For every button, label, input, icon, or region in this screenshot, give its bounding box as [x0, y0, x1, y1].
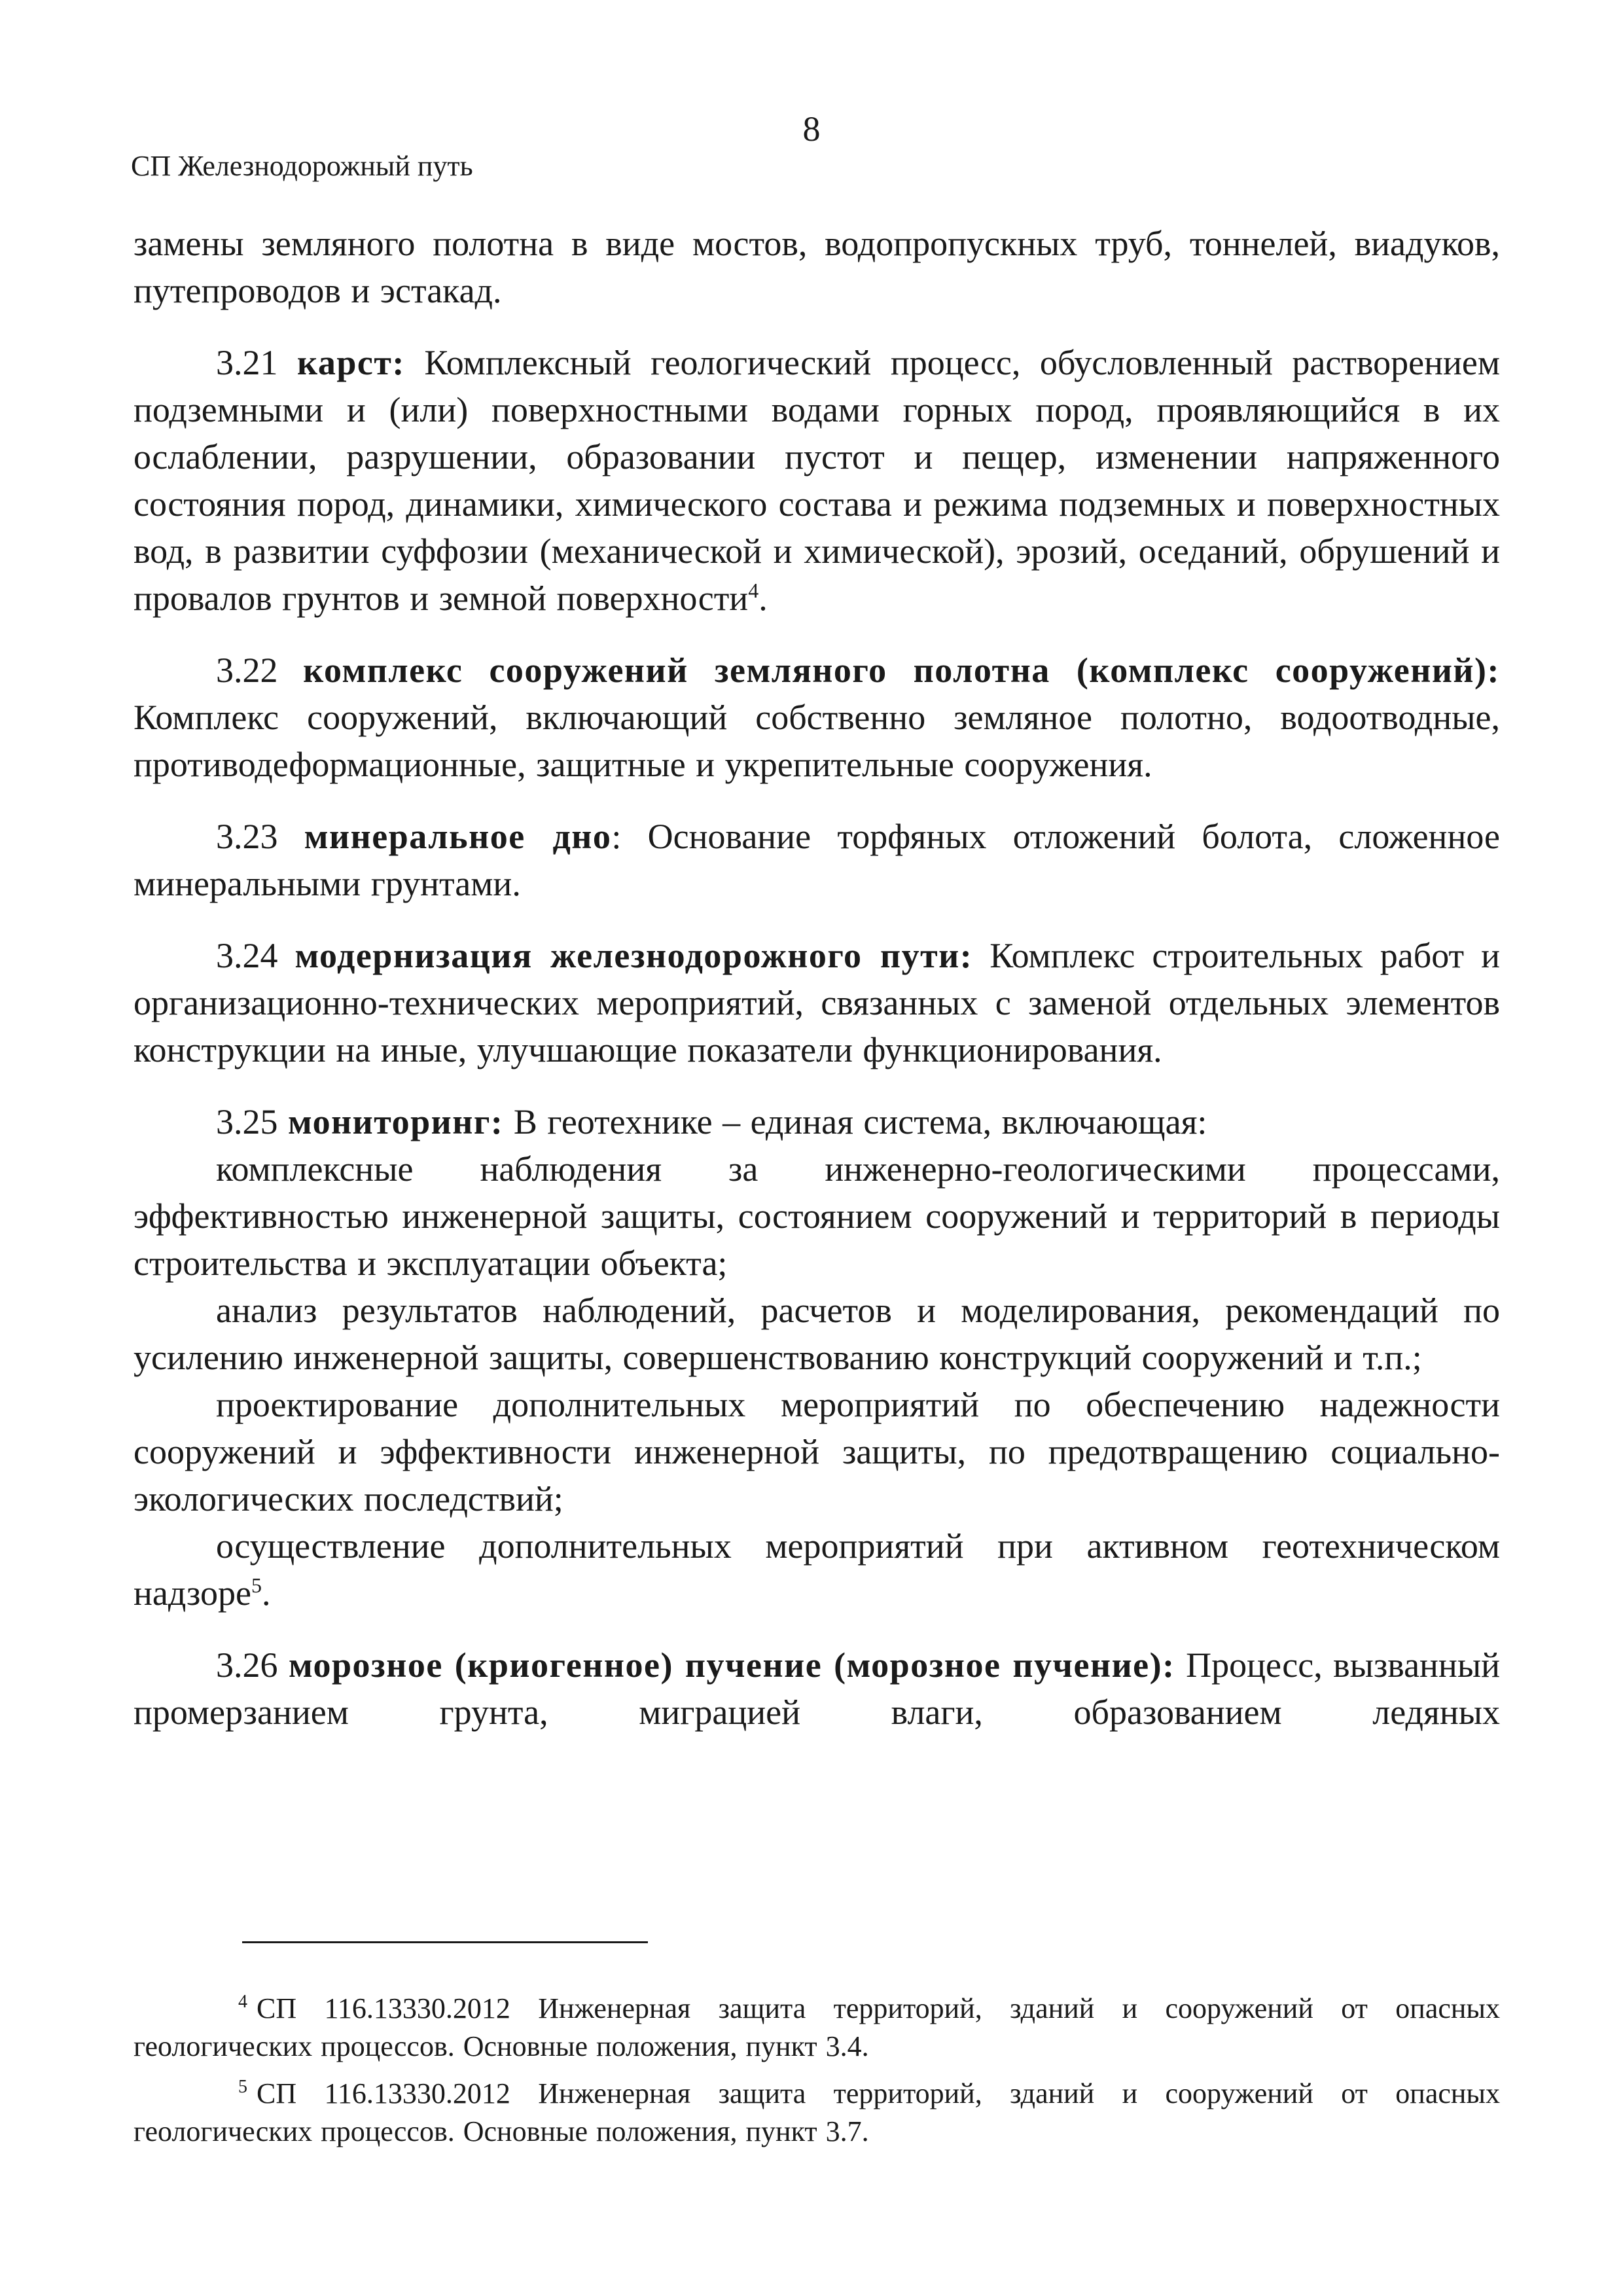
definition-3-23	[134, 813, 1500, 907]
clause-number: 3.22	[216, 651, 278, 690]
footnote-text: СП 116.13330.2012 Инженерная защита территорий, зданий и сооружений от опасных геологических процессов. Основные положения, пункт 3.4.	[134, 1992, 1500, 2062]
paragraph-continuation	[134, 220, 1500, 314]
definition-3-21	[134, 339, 1500, 622]
footnote	[134, 1990, 1500, 2066]
monitoring-item-text: проектирование дополнительных мероприятий по обеспечению надежности сооружений и эффективности инженерной защиты, по предотвращению социально-экологических последствий;	[134, 1385, 1500, 1518]
clause-number: 3.26	[216, 1645, 278, 1685]
footnote-mark: 4	[238, 1992, 247, 2013]
footnote-mark: 5	[238, 2077, 247, 2098]
running-header: СП Железнодорожный путь	[131, 150, 473, 182]
monitoring-item-tail: .	[261, 1573, 271, 1613]
monitoring-item-text: осуществление дополнительных мероприятий при активном геотехническом надзоре	[134, 1526, 1500, 1613]
definition-tail: .	[758, 579, 768, 618]
footnotes	[134, 1990, 1500, 2160]
definition-text: Комплекс сооружений, включающий собственно земляное полотно, водоотводные, противодеформационные, защитные и укрепительные сооружения.	[134, 698, 1500, 784]
monitoring-item	[134, 1145, 1500, 1287]
definition-text: Комплексный геологический процесс, обусловленный растворением подземными и (или) поверхностными водами горных пород, проявляющийся в их ослаблении, разрушении, образовании пустот и пещер, изменении напряженного состояния пород, динамики, химического состава и режима подземных и поверхностных вод, в развитии суффозии (механической и химической), эрозий, оседаний, обрушений и провалов грунтов и земной поверхности	[134, 343, 1500, 618]
monitoring-item	[134, 1381, 1500, 1522]
monitoring-item	[134, 1287, 1500, 1381]
definition-3-25	[134, 1098, 1500, 1145]
term-tail: :	[611, 817, 622, 856]
monitoring-item-text: комплексные наблюдения за инженерно-геологическими процессами, эффективностью инженерной защиты, состоянием сооружений и территорий в периоды строительства и эксплуатации объекта;	[134, 1149, 1500, 1283]
footnote-separator	[242, 1941, 648, 1943]
monitoring-item-text: анализ результатов наблюдений, расчетов и моделирования, рекомендаций по усилению инженерной защиты, совершенствованию конструкций сооружений и т.п.;	[134, 1291, 1500, 1377]
definition-text: Процесс, вызванный промерзанием грунта, миграцией влаги, образованием ледяных	[134, 1645, 1501, 1732]
definition-text: В геотехнике – единая система, включающая:	[513, 1102, 1207, 1141]
footnote	[134, 2075, 1500, 2151]
definition-text: Комплекс строительных работ и организационно-технических мероприятий, связанных с заменой отдельных элементов конструкции на иные, улучшающие показатели функционирования.	[134, 936, 1500, 1069]
footnote-ref: 5	[251, 1573, 262, 1597]
page-number: 8	[802, 109, 821, 149]
clause-number: 3.25	[216, 1102, 278, 1141]
definition-3-26	[134, 1641, 1500, 1736]
term: мониторинг:	[288, 1102, 504, 1141]
monitoring-item	[134, 1522, 1500, 1617]
term: комплекс сооружений земляного полотна (комплекс сооружений):	[303, 651, 1501, 690]
footnote-text: СП 116.13330.2012 Инженерная защита территорий, зданий и сооружений от опасных геологических процессов. Основные положения, пункт 3.7.	[134, 2077, 1500, 2147]
clause-number: 3.21	[216, 343, 278, 382]
term: карст:	[297, 343, 405, 382]
term: морозное (криогенное) пучение (морозное пучение):	[288, 1645, 1175, 1685]
definition-3-22	[134, 647, 1500, 788]
term: минеральное дно	[304, 817, 612, 856]
clause-number: 3.23	[216, 817, 278, 856]
clause-number: 3.24	[216, 936, 278, 975]
definition-text: Основание торфяных отложений болота, сложенное минеральными грунтами.	[134, 817, 1500, 903]
body-text	[134, 220, 1500, 1736]
term: модернизация железнодорожного пути:	[294, 936, 973, 975]
definition-3-24	[134, 932, 1500, 1073]
paragraph-text: замены земляного полотна в виде мостов, водопропускных труб, тоннелей, виадуков, путепроводов и эстакад.	[134, 224, 1500, 310]
footnote-ref: 4	[748, 579, 759, 602]
